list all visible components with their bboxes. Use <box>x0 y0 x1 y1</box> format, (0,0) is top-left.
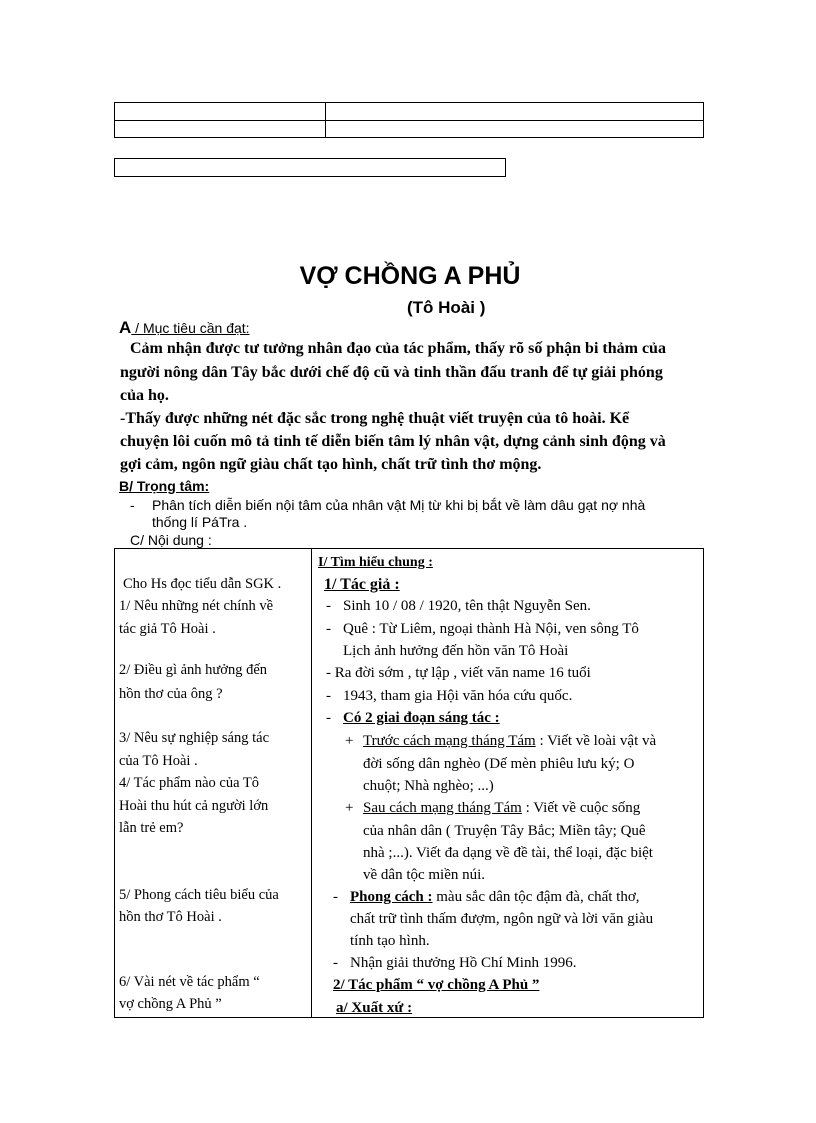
header-table-row-divider <box>115 120 703 121</box>
author-subtitle: (Tô Hoài ) <box>407 298 486 317</box>
after-revolution-cont: về dân tộc miền núi. <box>363 867 486 883</box>
focus-line: thống lí PáTra . <box>152 514 248 530</box>
section-a-heading <box>119 318 250 338</box>
objective-line: người nông dân Tây bắc dưới chế độ cũ và tinh thần đấu tranh để tự giải phóng <box>120 364 663 381</box>
after-revolution-label: Sau cách mạng tháng Tám <box>363 800 522 816</box>
list-dash: - <box>333 955 338 971</box>
list-dash: - <box>326 621 331 637</box>
heading-author <box>324 576 400 594</box>
page-title-text: VỢ CHỒNG A PHỦ <box>299 262 521 290</box>
heading-work: 2/ Tác phẩm “ vợ chồng A Phủ ” <box>333 977 540 993</box>
heading-general: I/ Tìm hiểu chung : <box>318 555 433 570</box>
list-dash: - <box>326 688 331 704</box>
objective-line: của họ. <box>120 387 169 404</box>
list-plus: + <box>345 733 354 749</box>
author-hometown: Quê : Từ Liêm, ngoại thành Hà Nội, ven sông Tô <box>343 621 639 637</box>
question-line: Cho Hs đọc tiểu dẫn SGK . <box>123 576 282 592</box>
section-c-heading: C/ Nội dung : <box>130 532 212 548</box>
objective-line: -Thấy được những nét đặc sắc trong nghệ thuật viết truyện của tô hoài. Kể <box>120 410 630 427</box>
question-line: 2/ Điều gì ảnh hưởng đến <box>119 662 268 678</box>
focus-bullet: - <box>130 497 135 513</box>
before-revolution-text: : Viết về loài vật và <box>535 733 657 749</box>
objective-line: gợi cảm, ngôn ngữ giàu chất tạo hình, chất trữ tình thơ mộng. <box>120 456 542 473</box>
before-revolution-label: Trước cách mạng tháng Tám <box>363 733 536 749</box>
heading-author-text: 1/ Tác giả : <box>324 576 400 593</box>
author-hometown-cont: Lịch ảnh hưởng đến hồn văn Tô Hoài <box>343 643 569 659</box>
header-table-column-divider <box>325 103 326 137</box>
heading-origin: a/ Xuất xứ : <box>336 1000 413 1016</box>
after-revolution-text: : Viết về cuộc sống <box>521 800 641 816</box>
before-revolution-cont: chuột; Nhà nghèo; ...) <box>363 778 494 794</box>
style-label: Phong cách : <box>350 889 433 905</box>
author-birth: Sinh 10 / 08 / 1920, tên thật Nguyễn Sen. <box>343 598 591 614</box>
question-line: hồn thơ của ông ? <box>119 686 223 702</box>
focus-line: Phân tích diễn biến nội tâm của nhân vật Mị từ khi bị bắt về làm dâu gạt nợ nhà <box>152 497 646 513</box>
question-line: hồn thơ Tô Hoài . <box>119 909 222 925</box>
question-line: của Tô Hoài . <box>119 753 198 769</box>
after-revolution <box>363 800 640 817</box>
question-line: vợ chồng A Phủ ” <box>119 996 222 1012</box>
section-b-heading: B/ Trọng tâm: <box>119 478 210 494</box>
section-a-label: / Mục tiêu cần đạt: <box>131 320 250 336</box>
question-line: 5/ Phong cách tiêu biểu của <box>119 887 279 903</box>
objective-line: chuyện lôi cuốn mô tả tinh tế diễn biến tâm lý nhân vật, dựng cảnh sinh động và <box>120 433 666 450</box>
style-cont: tính tạo hình. <box>350 933 430 949</box>
header-table <box>114 102 704 138</box>
style-line <box>350 889 640 906</box>
list-plus: + <box>345 800 354 816</box>
style-cont: chất trữ tình thấm đượm, ngôn ngữ và lời văn giàu <box>350 911 654 927</box>
question-line: 3/ Nêu sự nghiệp sáng tác <box>119 730 270 746</box>
objective-line: Cảm nhận được tư tưởng nhân đạo của tác phẩm, thấy rõ số phận bi thảm của <box>130 340 666 357</box>
award-line: Nhận giải thưởng Hồ Chí Minh 1996. <box>350 955 577 971</box>
list-dash: - <box>333 889 338 905</box>
after-revolution-cont: của nhân dân ( Truyện Tây Bắc; Miền tây; Quê <box>363 823 646 839</box>
header-box <box>114 158 506 177</box>
list-dash: - <box>326 710 331 726</box>
before-revolution <box>363 733 656 750</box>
question-line: 6/ Vài nét về tác phẩm “ <box>119 974 260 990</box>
after-revolution-cont: nhà ;...). Viết đa dạng về đề tài, thể loại, đặc biệt <box>363 845 653 861</box>
question-line: 4/ Tác phẩm nào của Tô <box>119 775 259 791</box>
style-text: màu sắc dân tộc đậm đà, chất thơ, <box>432 889 640 905</box>
before-revolution-cont: đời sống dân nghèo (Dế mèn phiêu lưu ký; O <box>363 756 635 772</box>
two-periods-heading: Có 2 giai đoạn sáng tác : <box>343 710 500 726</box>
page-title <box>0 262 816 291</box>
question-line: lẫn trẻ em? <box>119 820 184 836</box>
content-table-divider <box>311 549 312 1017</box>
question-line: tác giả Tô Hoài . <box>119 621 216 637</box>
question-line: Hoài thu hút cả người lớn <box>119 798 269 814</box>
question-line: 1/ Nêu những nét chính về <box>119 598 274 614</box>
author-1943: 1943, tham gia Hội văn hóa cứu quốc. <box>343 688 573 704</box>
section-a-letter: A <box>119 318 132 337</box>
author-early: - Ra đời sớm , tự lập , viết văn name 16 tuổi <box>326 665 591 681</box>
list-dash: - <box>326 598 331 614</box>
